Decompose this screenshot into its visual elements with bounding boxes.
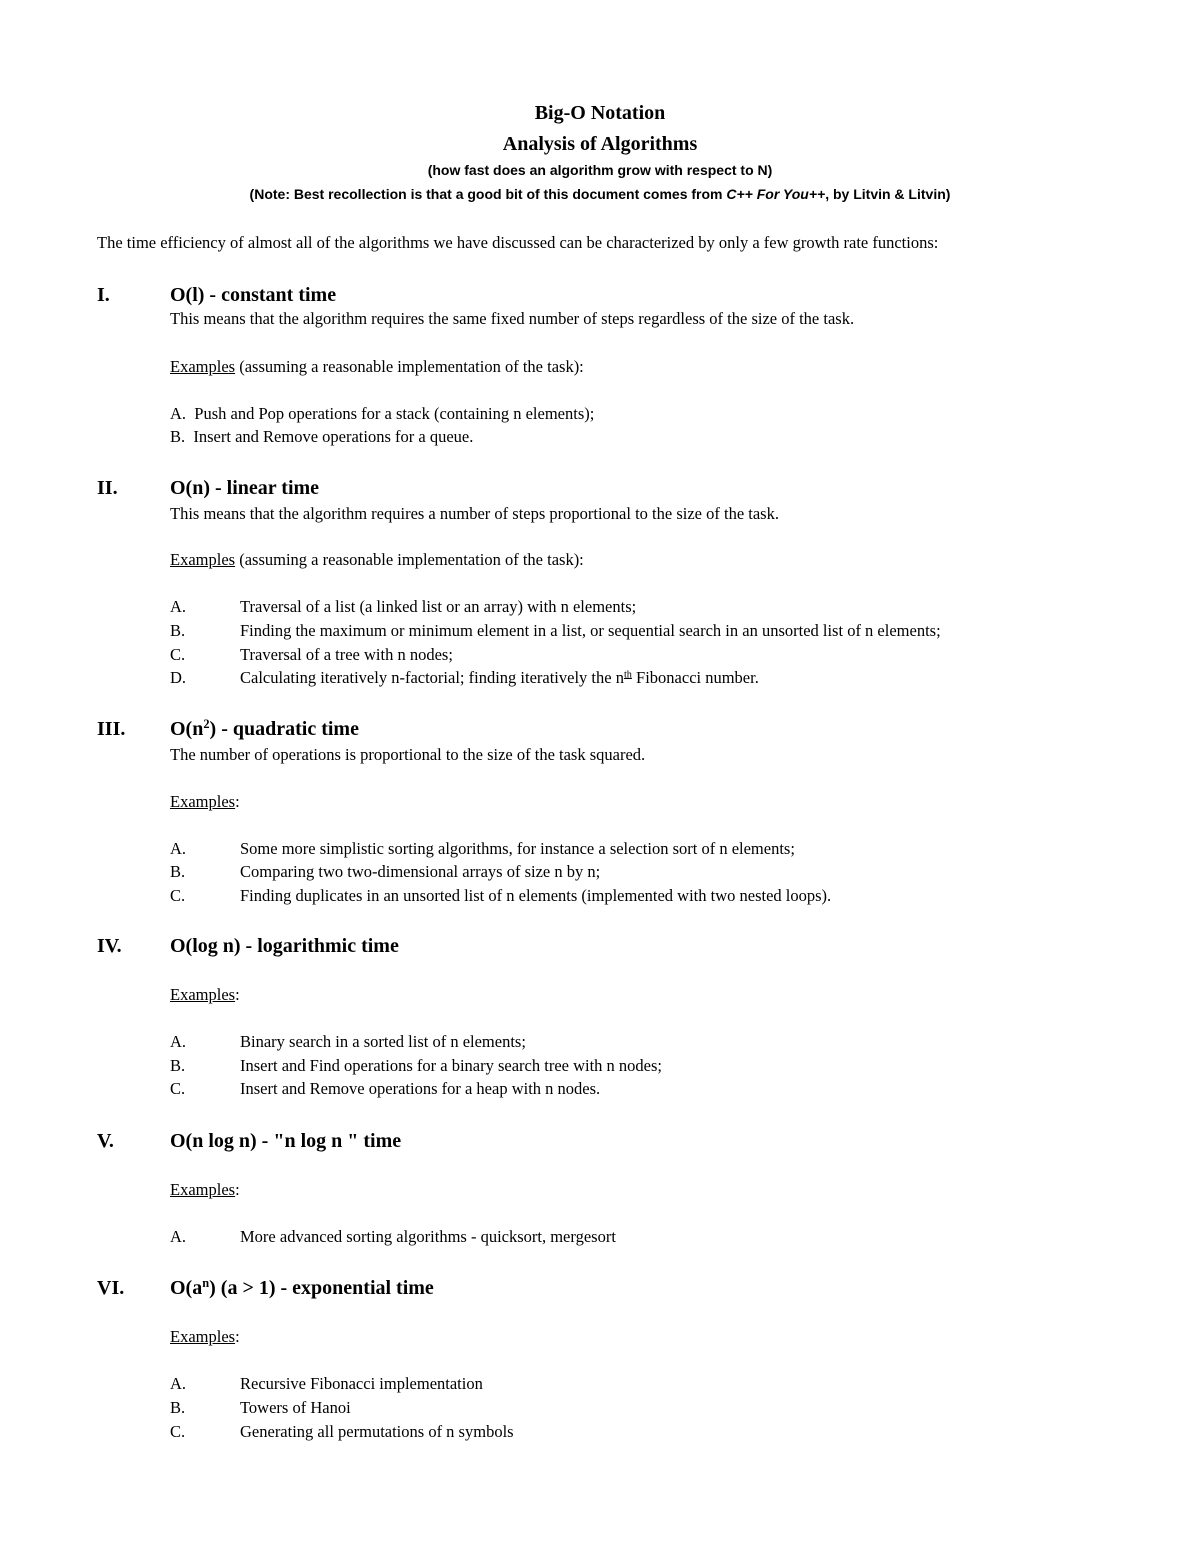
item-label: C.: [170, 886, 186, 905]
heading-after: ) - quadratic time: [209, 718, 359, 740]
section-numeral: II.: [97, 477, 118, 499]
note-suffix: , by Litvin & Litvin): [825, 186, 951, 202]
item-text-before: Calculating iteratively n-factorial; finding iteratively the n: [240, 668, 624, 687]
section-heading: O(n log n) - "n log n " time: [170, 1130, 402, 1152]
item-label: B.: [170, 862, 186, 881]
examples-line: [170, 1329, 240, 1346]
item-label: A.: [170, 1032, 187, 1051]
examples-label: Examples: [170, 792, 236, 811]
heading-superscript: 2: [203, 717, 210, 732]
examples-line: [170, 987, 240, 1004]
examples-qualifier: (assuming a reasonable implementation of the task):: [235, 550, 584, 569]
examples-label: Examples: [170, 985, 236, 1004]
section-heading: O(l) - constant time: [170, 284, 337, 306]
item-text: Insert and Remove operations for a queue.: [193, 427, 474, 446]
examples-label: Examples: [170, 550, 236, 569]
superscript-th: th: [623, 669, 632, 681]
examples-line: [170, 794, 240, 811]
item-label: C.: [170, 645, 186, 664]
section-numeral: VI.: [97, 1277, 125, 1299]
item-label: A.: [170, 597, 187, 616]
section-heading: O(log n) - logarithmic time: [170, 935, 399, 957]
section-description: This means that the algorithm requires a number of steps proportional to the size of the task.: [170, 504, 779, 523]
examples-line: [170, 359, 584, 376]
examples-line: [170, 552, 584, 569]
item-text: More advanced sorting algorithms - quicksort, mergesort: [240, 1227, 616, 1246]
item-text: Insert and Find operations for a binary search tree with n nodes;: [240, 1056, 662, 1075]
section-heading: O(n) - linear time: [170, 477, 320, 499]
section-numeral: III.: [97, 718, 126, 740]
item-label: B.: [170, 1056, 186, 1075]
section-heading: [170, 1278, 434, 1298]
examples-label: Examples: [170, 1327, 236, 1346]
item-text: Generating all permutations of n symbols: [240, 1422, 514, 1441]
item-label: A.: [170, 839, 187, 858]
document-title: Big-O Notation: [534, 102, 666, 124]
intro-text: The time efficiency of almost all of the algorithms we have discussed can be characterized by only a few growth rate functions:: [97, 233, 939, 252]
examples-colon: :: [235, 1180, 240, 1199]
section-description: This means that the algorithm requires the same fixed number of steps regardless of the size of the task.: [170, 309, 855, 328]
item-text: Push and Pop operations for a stack (containing n elements);: [194, 404, 595, 423]
item-label: B.: [170, 621, 186, 640]
item-text: Some more simplistic sorting algorithms, for instance a selection sort of n elements;: [240, 839, 795, 858]
document-subtitle: Analysis of Algorithms: [502, 133, 698, 155]
item-label: C.: [170, 1079, 186, 1098]
item-text: Comparing two two-dimensional arrays of size n by n;: [240, 862, 601, 881]
item-text: Traversal of a list (a linked list or an array) with n elements;: [240, 597, 637, 616]
item-label: A.: [170, 404, 187, 423]
list-item: [170, 406, 594, 423]
item-label: B.: [170, 1398, 186, 1417]
section-numeral: I.: [97, 284, 110, 306]
heading-before: O(n: [170, 718, 204, 740]
list-item: [170, 429, 473, 446]
item-text: Insert and Remove operations for a heap with n nodes.: [240, 1079, 601, 1098]
heading-before: O(a: [170, 1277, 203, 1299]
section-numeral: V.: [97, 1130, 114, 1152]
item-text-after: Fibonacci number.: [631, 668, 759, 687]
item-label: B.: [170, 427, 186, 446]
note-book-title: C++ For You++: [726, 186, 826, 202]
item-label: A.: [170, 1374, 187, 1393]
document-tagline: (how fast does an algorithm grow with respect to N): [427, 162, 773, 178]
examples-label: Examples: [170, 1180, 236, 1199]
document-note: [0, 187, 1200, 201]
section-description: The number of operations is proportional to the size of the task squared.: [170, 745, 646, 764]
heading-superscript: n: [202, 1276, 210, 1291]
item-text: Recursive Fibonacci implementation: [240, 1374, 483, 1393]
item-text: Binary search in a sorted list of n elements;: [240, 1032, 526, 1051]
examples-label: Examples: [170, 357, 236, 376]
examples-colon: :: [235, 792, 240, 811]
examples-qualifier: (assuming a reasonable implementation of the task):: [235, 357, 584, 376]
item-text: Finding duplicates in an unsorted list of n elements (implemented with two nested loops).: [240, 886, 832, 905]
item-label: D.: [170, 668, 187, 687]
item-label: A.: [170, 1227, 187, 1246]
examples-line: [170, 1182, 240, 1199]
item-text: Towers of Hanoi: [240, 1398, 351, 1417]
item-label: C.: [170, 1422, 186, 1441]
heading-after: ) (a > 1) - exponential time: [209, 1277, 434, 1299]
item-text: Finding the maximum or minimum element in a list, or sequential search in an unsorted list of n elements;: [240, 621, 941, 640]
section-numeral: IV.: [97, 935, 122, 957]
item-text: [240, 670, 759, 687]
item-text: Traversal of a tree with n nodes;: [240, 645, 453, 664]
examples-colon: :: [235, 1327, 240, 1346]
examples-colon: :: [235, 985, 240, 1004]
section-heading: [170, 719, 359, 739]
note-prefix: (Note: Best recollection is that a good bit of this document comes from: [249, 186, 727, 202]
